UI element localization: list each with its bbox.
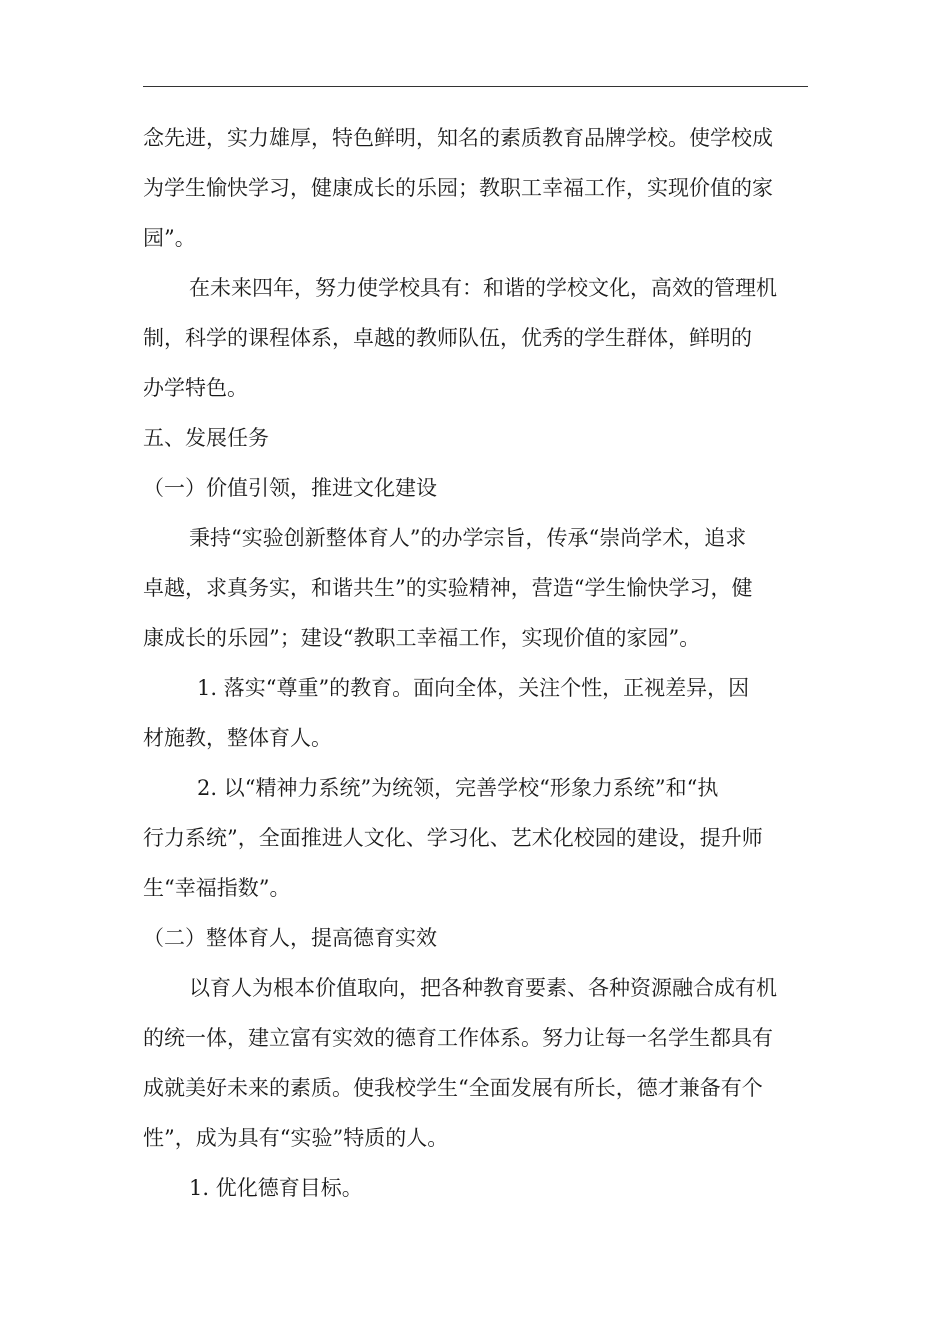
header-rule	[143, 86, 808, 87]
paragraph-first-line: 以育人为根本价值取向，把各种教育要素、各种资源融合成有机	[189, 976, 777, 1000]
text-line: 成就美好未来的素质。使我校学生“全面发展有所长，德才兼备有个	[143, 1076, 763, 1100]
text-line: 材施教，整体育人。	[143, 726, 332, 750]
text-line: 园”。	[143, 226, 196, 250]
text-line: 制，科学的课程体系，卓越的教师队伍，优秀的学生群体，鲜明的	[143, 326, 752, 350]
subsection-heading: （一）价值引领，推进文化建设	[143, 476, 437, 500]
list-item-first-line: 1. 落实“尊重”的教育。面向全体，关注个性，正视差异，因	[197, 676, 750, 700]
document-body	[143, 118, 808, 1218]
text-line: 生“幸福指数”。	[143, 876, 291, 900]
text-line: 为学生愉快学习，健康成长的乐园；教职工幸福工作，实现价值的家	[143, 176, 773, 200]
subsection-heading: （二）整体育人，提高德育实效	[143, 926, 437, 950]
text-line: 卓越，求真务实，和谐共生”的实验精神，营造“学生愉快学习，健	[143, 576, 753, 600]
paragraph-first-line: 秉持“实验创新整体育人”的办学宗旨，传承“崇尚学术，追求	[189, 526, 747, 550]
list-item-first-line: 1. 优化德育目标。	[189, 1176, 363, 1200]
paragraph-first-line: 在未来四年，努力使学校具有：和谐的学校文化，高效的管理机	[189, 276, 777, 300]
text-line: 康成长的乐园”；建设“教职工幸福工作，实现价值的家园”。	[143, 626, 701, 650]
text-line: 念先进，实力雄厚，特色鲜明，知名的素质教育品牌学校。使学校成	[143, 126, 773, 150]
section-heading: 五、发展任务	[143, 426, 269, 450]
text-line: 办学特色。	[143, 376, 248, 400]
list-item-first-line: 2. 以“精神力系统”为统领，完善学校“形象力系统”和“执	[197, 776, 719, 800]
text-line: 的统一体，建立富有实效的德育工作体系。努力让每一名学生都具有	[143, 1026, 773, 1050]
text-line: 行力系统”，全面推进人文化、学习化、艺术化校园的建设，提升师	[143, 826, 763, 850]
text-line: 性”，成为具有“实验”特质的人。	[143, 1126, 449, 1150]
